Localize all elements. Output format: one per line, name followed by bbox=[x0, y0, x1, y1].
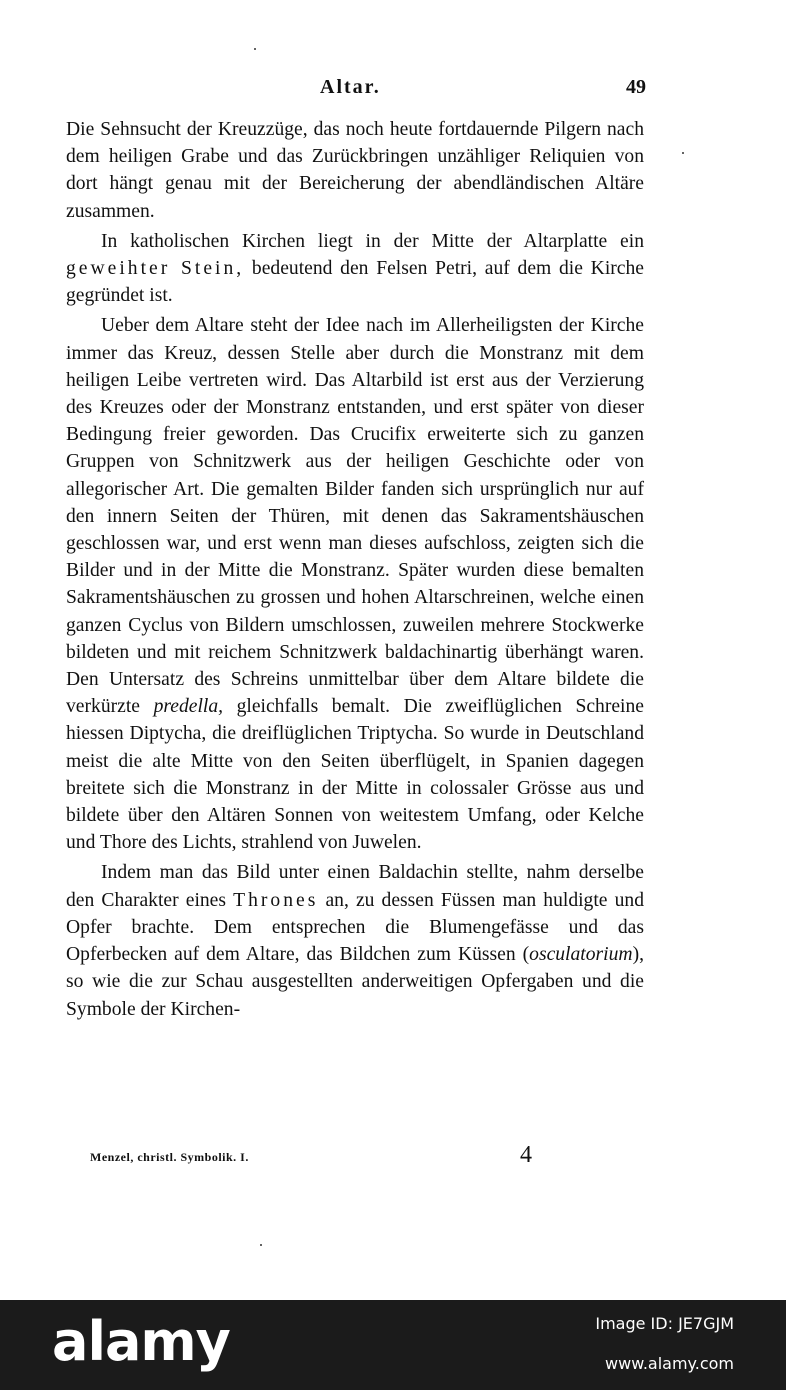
paragraph-4-spaced-text: Thrones bbox=[233, 889, 319, 911]
paragraph-2 bbox=[66, 228, 644, 310]
print-speck bbox=[260, 1244, 262, 1246]
paragraph-3-text-part1: Ueber dem Altare steht der Idee nach im Allerheiligsten der Kirche immer das Kreuz, dessen Stelle aber durch die Monstranz mit dem heiligen Leibe vertreten wird. Das Altarbild ist erst aus der Verzierung des Kreuzes oder der Monstranz entstanden, und erst später von dieser Bedingung freier geworden. Das Crucifix erweiterte sich zu ganzen Gruppen von Schnitzwerk aus der heiligen Geschichte oder von allegorischer Art. Die gemalten Bilder fanden sich ursprünglich nur auf den innern Seiten der Thüren, mit denen das Sakramentshäuschen geschlossen war, und erst wenn man dieses aufschloss, zeigten sich die Bilder und in der Mitte die Monstranz. Später wurden diese bemalten Sakramentshäuschen zu grossen und hohen Altarschreinen, welche einen ganzen Cyclus von Bildern umschlossen, zuweilen mehrere Stockwerke bildeten und mit reichem Schnitzwerk baldachinartig überhängt waren. Den Untersatz des Schreins unmittelbar über dem Altare bildete die verkürzte bbox=[66, 315, 644, 718]
running-title: Altar. bbox=[320, 76, 381, 98]
signature-line: Menzel, christl. Symbolik. I. bbox=[90, 1150, 249, 1164]
paragraph-4-text-before: Indem man das Bild unter einen Baldachin stellte, nahm derselbe den Charakter eines bbox=[66, 862, 644, 911]
watermark-image-id: Image ID: JE7GJM bbox=[595, 1314, 734, 1333]
paragraph-4-text-middle: an, zu dessen Füssen man huldigte und Opfer brachte. Dem entsprechen die Blumengefässe und das Opferbecken auf dem Altare, das Bildchen zum Küssen ( bbox=[66, 889, 644, 966]
paragraph-3-text-part2: gleichfalls bemalt. Die zweiflüglichen Schreine hiessen Diptycha, die dreiflüglichen Triptycha. So wurde in Deutschland meist die alte Mitte von den Seiten überflügelt, in Spanien dagegen breitete sich die Monstranz in der Mitte in colossaler Grösse aus und bildete über den Altären Sonnen von weitestem Umfang, oder Kelche und Thore des Lichts, strahlend von Juwelen. bbox=[66, 696, 644, 854]
print-speck bbox=[254, 48, 256, 50]
paragraph-1-text: Die Sehnsucht der Kreuzzüge, das noch heute fortdauernde Pilgern nach dem heiligen Grabe und das Zurückbringen unzähliger Reliquien von dort hängt genau mit der Bereicherung der abendländischen Altäre zusammen. bbox=[66, 119, 644, 222]
paragraph-2-spaced-text: geweihter Stein, bbox=[66, 258, 245, 280]
running-head bbox=[66, 76, 646, 106]
watermark-bar bbox=[0, 1300, 786, 1390]
watermark-url: www.alamy.com bbox=[605, 1354, 734, 1373]
watermark-logo: alamy bbox=[52, 1310, 230, 1373]
body-text bbox=[66, 116, 644, 1023]
paragraph-1 bbox=[66, 116, 644, 225]
paragraph-2-text-after: bedeutend den Felsen Petri, auf dem die Kirche gegründet ist. bbox=[66, 258, 644, 307]
paragraph-3 bbox=[66, 312, 644, 856]
page-footer bbox=[90, 1142, 540, 1176]
paragraph-4 bbox=[66, 859, 644, 1022]
paragraph-2-text-before: In katholischen Kirchen liegt in der Mitte der Altarplatte ein bbox=[101, 230, 644, 252]
paragraph-4-text-after: ), so wie die zur Schau ausgestellten anderweitigen Opfergaben und die Symbole der Kirchen- bbox=[66, 944, 644, 1020]
paragraph-3-italic-text: predella, bbox=[153, 696, 224, 718]
page-number: 49 bbox=[626, 76, 646, 98]
paragraph-4-italic-text: osculatorium bbox=[529, 944, 633, 966]
print-speck bbox=[682, 152, 684, 154]
signature-mark: 4 bbox=[520, 1142, 532, 1168]
